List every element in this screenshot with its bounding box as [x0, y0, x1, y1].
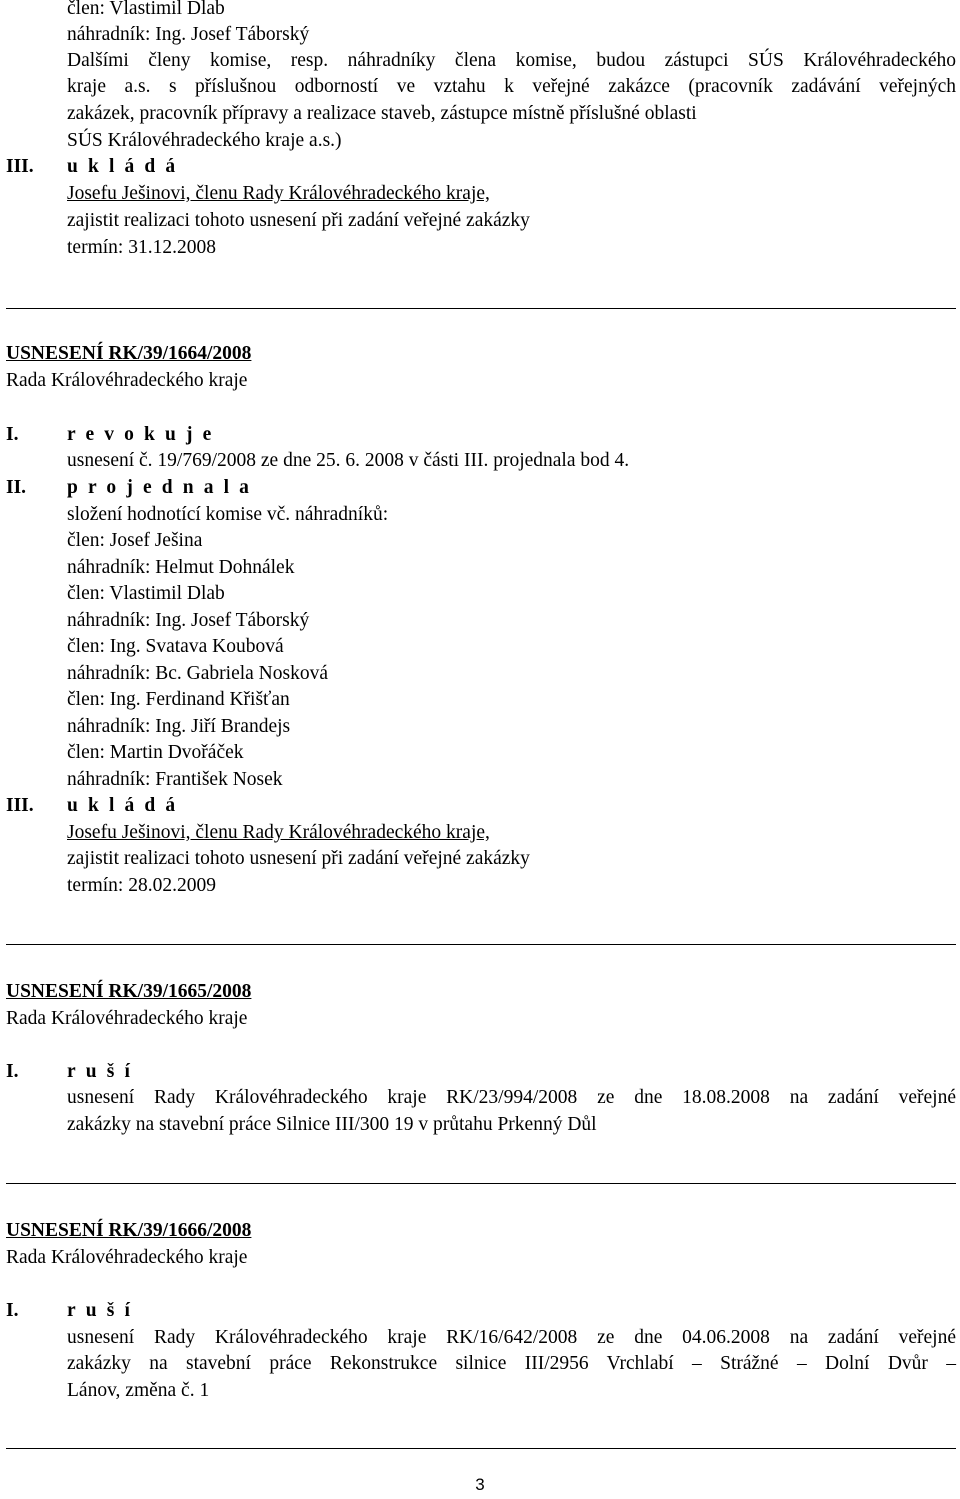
committee-line: člen: Ing. Ferdinand Křišťan: [67, 689, 290, 710]
section-text: zakázky na stavební práce Rekonstrukce silnice III/2956 Vrchlabí – Strážné – Dolní Dvůr –: [67, 1353, 956, 1374]
resolution-title: USNESENÍ RK/39/1665/2008: [6, 981, 252, 1002]
section-verb: ruší: [67, 1300, 141, 1321]
paragraph-line: SÚS Královéhradeckého kraje a.s.): [67, 130, 342, 151]
resolution-title: USNESENÍ RK/39/1664/2008: [6, 343, 252, 364]
paragraph-line: zakázek, pracovník přípravy a realizace staveb, zástupce místně příslušné oblasti: [67, 103, 697, 124]
paragraph-line: kraje a.s. s příslušnou odborností ve vztahu k veřejné zakázce (pracovník zadávání veřejných: [67, 76, 956, 97]
addressee: Josefu Ješinovi, členu Rady Královéhradeckého kraje,: [67, 183, 490, 204]
committee-line: náhradník: Ing. Jiří Brandejs: [67, 716, 291, 737]
section-numeral: I.: [6, 424, 19, 445]
divider: [6, 944, 956, 945]
task-line: zajistit realizaci tohoto usnesení při zadání veřejné zakázky: [67, 848, 530, 869]
committee-line: náhradník: František Nosek: [67, 769, 283, 790]
committee-line: náhradník: Ing. Josef Táborský: [67, 610, 310, 631]
committee-line: náhradník: Helmut Dohnálek: [67, 557, 295, 578]
section-numeral: I.: [6, 1061, 19, 1082]
paragraph-line: Dalšími členy komise, resp. náhradníky člena komise, budou zástupci SÚS Královéhradeckého: [67, 50, 956, 71]
committee-line: člen: Vlastimil Dlab: [67, 583, 225, 604]
resolution-body: Rada Královéhradeckého kraje: [6, 1008, 248, 1029]
section-verb: projednala: [67, 477, 260, 498]
section-numeral: I.: [6, 1300, 19, 1321]
section-text: usnesení č. 19/769/2008 ze dne 25. 6. 2008 v části III. projednala bod 4.: [67, 450, 630, 471]
committee-line: člen: Ing. Svatava Koubová: [67, 636, 284, 657]
committee-line: člen: Martin Dvořáček: [67, 742, 244, 763]
section-text: složení hodnotící komise vč. náhradníků:: [67, 504, 389, 525]
addressee: Josefu Ješinovi, členu Rady Královéhradeckého kraje,: [67, 822, 490, 843]
committee-line: náhradník: Bc. Gabriela Nosková: [67, 663, 329, 684]
deadline: termín: 31.12.2008: [67, 237, 216, 258]
member-line: člen: Vlastimil Dlab: [67, 0, 225, 19]
divider: [6, 308, 956, 309]
substitute-line: náhradník: Ing. Josef Táborský: [67, 24, 310, 45]
resolution-title: USNESENÍ RK/39/1666/2008: [6, 1220, 252, 1241]
section-text: zakázky na stavební práce Silnice III/300 19 v průtahu Prkenný Důl: [67, 1114, 597, 1135]
section-numeral: II.: [6, 477, 27, 498]
section-text: usnesení Rady Královéhradeckého kraje RK/23/994/2008 ze dne 18.08.2008 na zadání veřejné: [67, 1087, 956, 1108]
resolution-body: Rada Královéhradeckého kraje: [6, 1247, 248, 1268]
deadline: termín: 28.02.2009: [67, 875, 216, 896]
divider: [6, 1183, 956, 1184]
section-verb: ukládá: [67, 156, 186, 177]
section-verb: ukládá: [67, 795, 186, 816]
divider: [6, 1448, 956, 1449]
resolution-body: Rada Královéhradeckého kraje: [6, 370, 248, 391]
task-line: zajistit realizaci tohoto usnesení při zadání veřejné zakázky: [67, 210, 530, 231]
committee-line: člen: Josef Ješina: [67, 530, 203, 551]
section-verb: ruší: [67, 1061, 141, 1082]
section-verb: revokuje: [67, 424, 222, 445]
section-numeral: III.: [6, 156, 34, 177]
section-text: usnesení Rady Královéhradeckého kraje RK/16/642/2008 ze dne 04.06.2008 na zadání veřejné: [67, 1327, 956, 1348]
page-number: 3: [475, 1475, 485, 1494]
section-numeral: III.: [6, 795, 34, 816]
section-text: Lánov, změna č. 1: [67, 1380, 210, 1401]
